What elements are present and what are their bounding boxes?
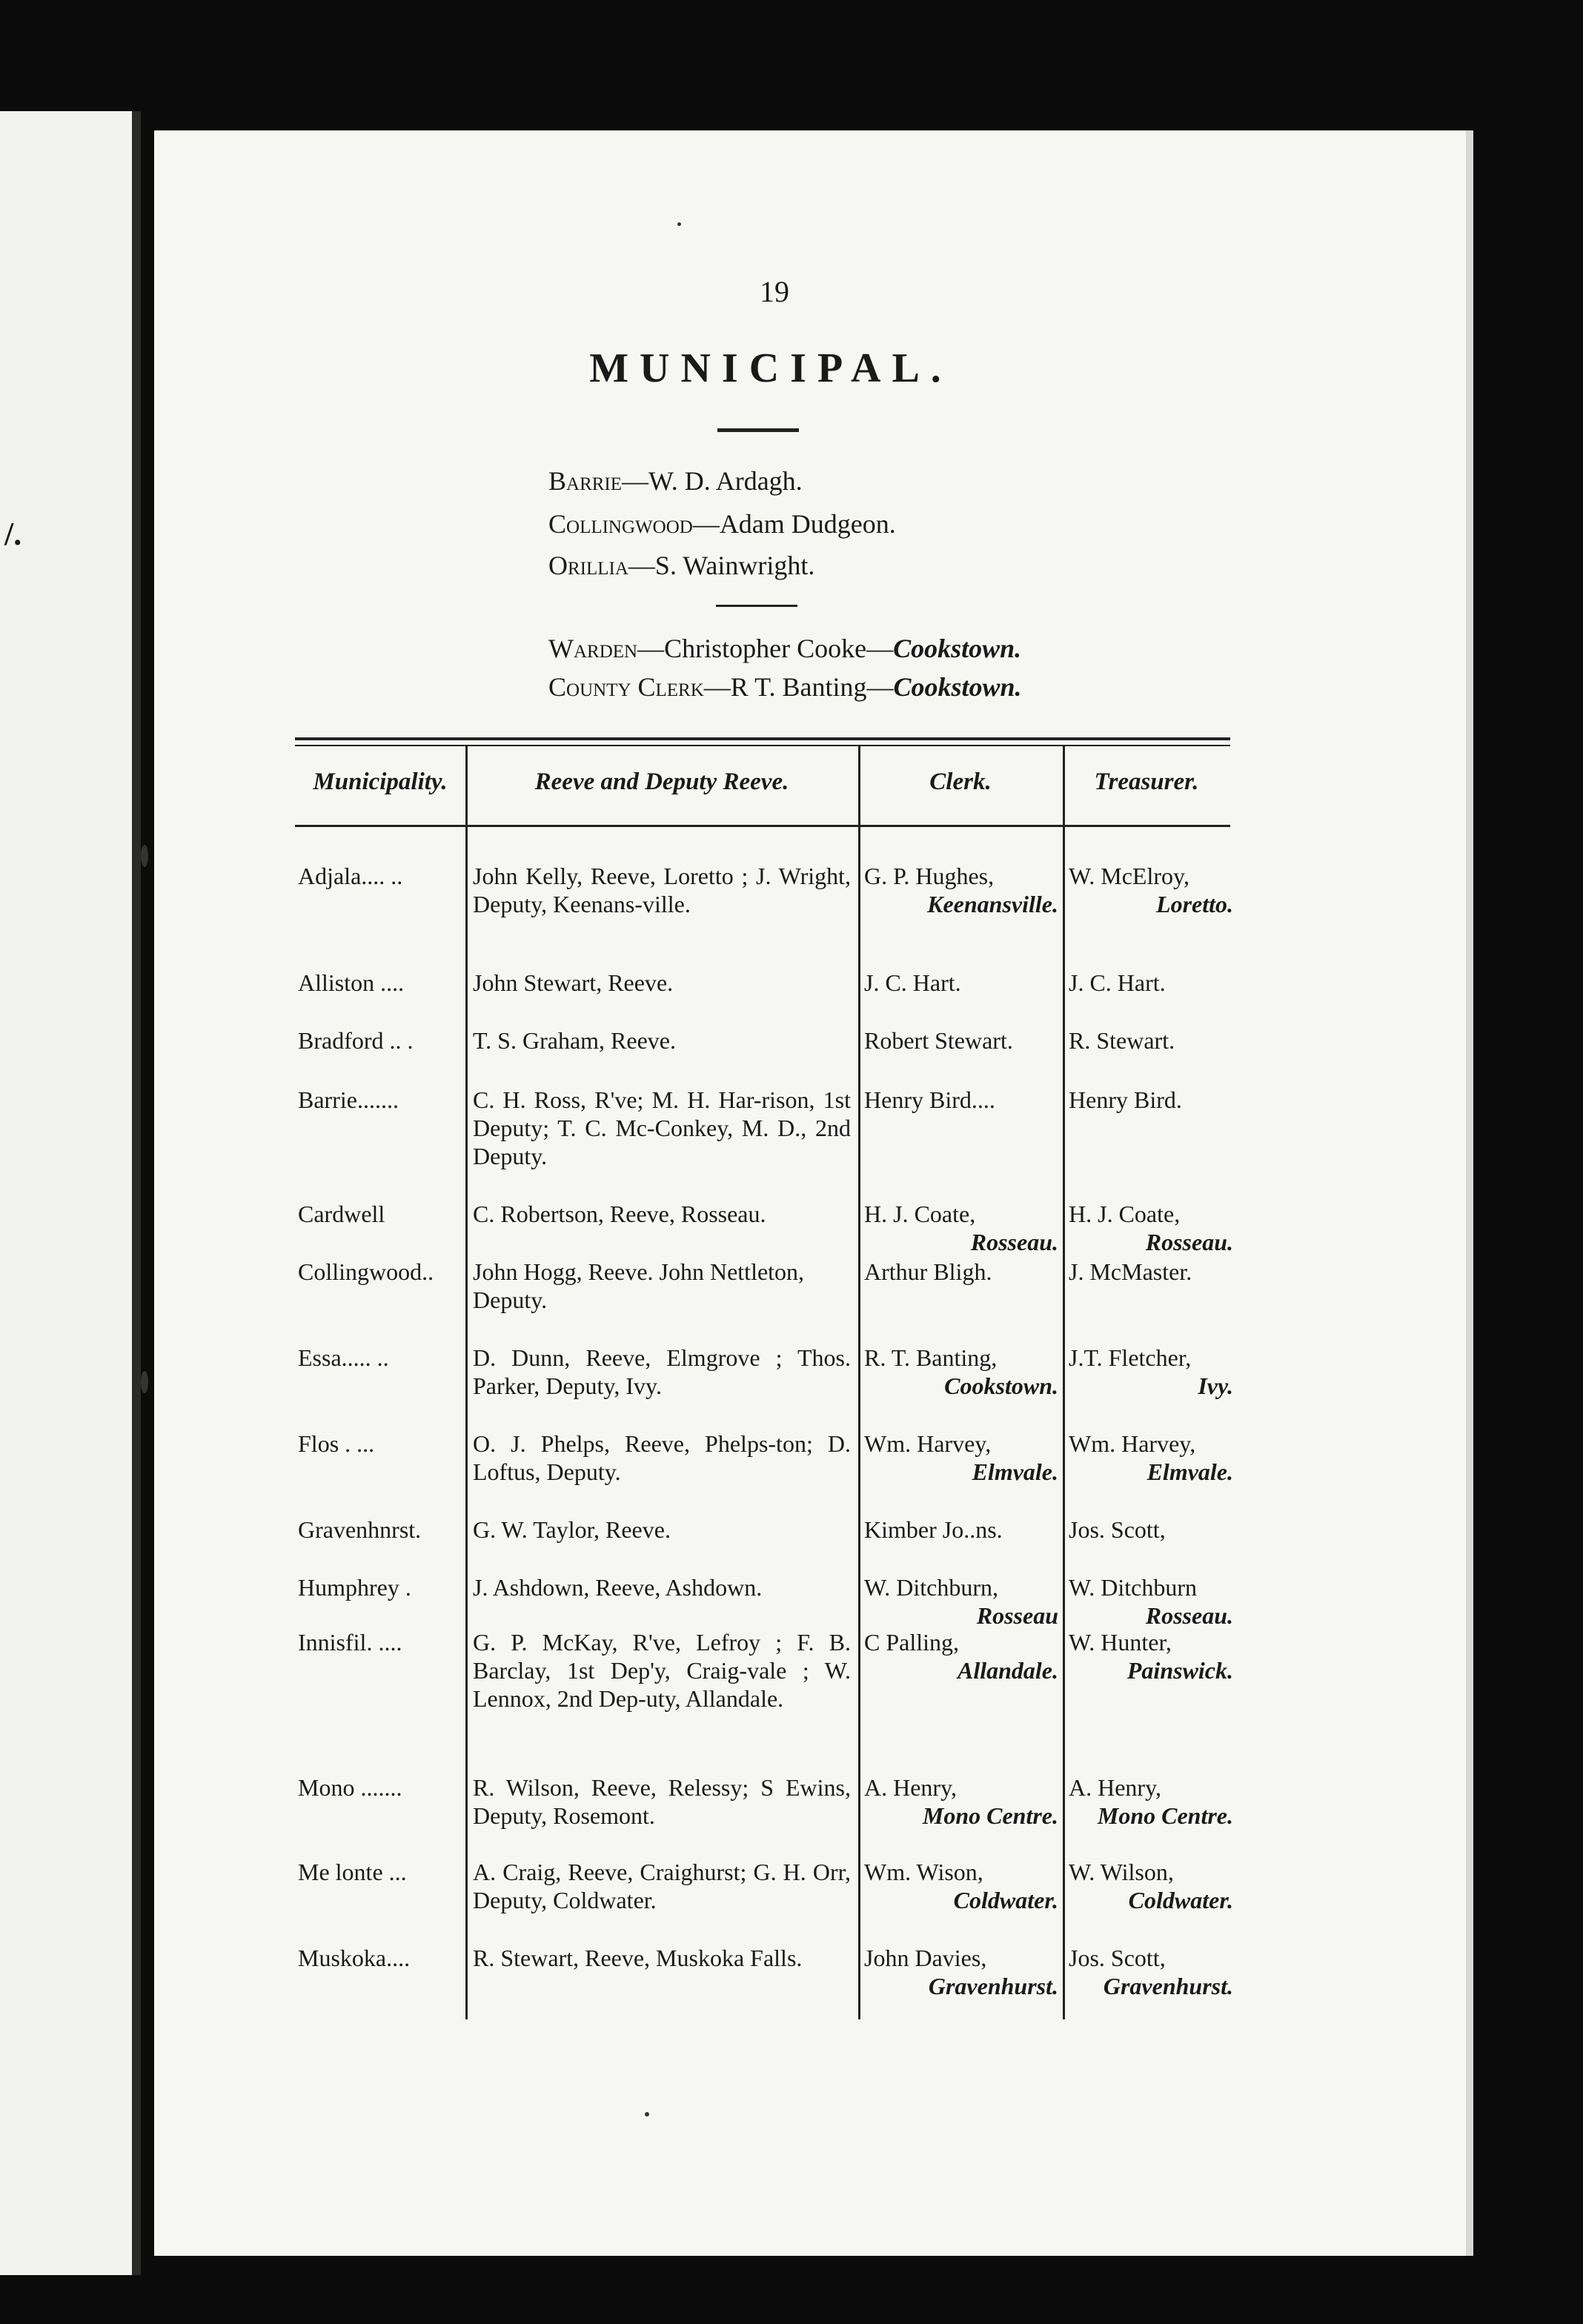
treasurer-name: W. Wilson, [1069,1859,1174,1885]
reeve-cell: G. P. McKay, R've, Lefroy ; F. B. Barclay, 1st Dep'y, Craig-vale ; W. Lennox, 2nd Dep-uty, Allandale. [473,1629,851,1712]
clerk-cell [864,862,1058,918]
county-place: Cookstown. [893,634,1022,663]
clerk-name: Robert Stewart. [864,1027,1013,1054]
clerk-place: Keenansville. [927,891,1058,917]
clerk-cell [864,1200,1058,1256]
clerk-name: Kimber Jo..ns. [864,1516,1003,1543]
clerk-name: Wm. Harvey, [864,1430,992,1457]
clerk-name: W. Ditchburn, [864,1574,999,1601]
official-name: —Adam Dudgeon. [692,509,896,539]
page-number: 19 [760,275,789,308]
official-name: —S. Wainwright. [628,551,815,580]
municipality-cell: Essa..... .. [298,1344,389,1371]
county-role: County Clerk [548,672,704,702]
warden-line [548,633,1021,664]
municipality-cell: Bradford .. . [298,1027,414,1054]
clerk-cell [864,1628,1058,1684]
municipal-table [295,737,1233,2027]
treasurer-cell [1069,1944,1233,2000]
official-role: Barrie [548,466,623,496]
clerk-place: Elmvale. [972,1458,1058,1485]
treasurer-name: Jos. Scott, [1069,1945,1166,1971]
treasurer-place: Loretto. [1156,891,1233,917]
municipality-cell: Innisfil. .... [298,1629,402,1656]
county-clerk-line [548,671,1022,703]
clerk-place: Cookstown. [944,1372,1058,1399]
clerk-name: Wm. Wison, [864,1859,983,1885]
clerk-cell [864,1773,1058,1830]
treasurer-name: J. C. Hart. [1069,969,1166,996]
reeve-cell: A. Craig, Reeve, Craighurst; G. H. Orr, Deputy, Coldwater. [473,1859,851,1913]
ink-speck [645,2112,649,2116]
treasurer-name: W. Hunter, [1069,1629,1172,1656]
reeve-cell: C. Robertson, Reeve, Rosseau. [473,1201,766,1227]
treasurer-cell [1069,862,1233,918]
municipality-cell: Me lonte ... [298,1859,407,1885]
municipality-cell: Muskoka.... [298,1945,411,1971]
county-name: —Christopher Cooke— [637,634,894,663]
treasurer-cell [1069,1344,1233,1400]
clerk-cell [864,1344,1058,1400]
treasurer-cell [1069,1086,1233,1114]
municipality-cell: Mono ....... [298,1774,402,1801]
column-divider [858,745,860,2019]
treasurer-place: Rosseau. [1145,1229,1233,1255]
clerk-place: Allandale. [957,1657,1058,1684]
county-role: Warden [548,634,638,663]
treasurer-name: W. Ditchburn [1069,1574,1198,1601]
treasurer-place: Elmvale. [1146,1458,1233,1485]
municipality-cell: Flos . ... [298,1430,375,1457]
reeve-cell: John Stewart, Reeve. [473,969,674,996]
municipality-cell: Humphrey . [298,1574,411,1601]
treasurer-cell [1069,1628,1233,1684]
treasurer-cell [1069,1258,1233,1286]
table-top-rule [295,737,1230,740]
treasurer-name: R. Stewart. [1069,1027,1175,1054]
header-reeve: Reeve and Deputy Reeve. [534,768,789,795]
reeve-cell: D. Dunn, Reeve, Elmgrove ; Thos. Parker, Deputy, Ivy. [473,1344,851,1399]
clerk-place: Gravenhurst. [928,1973,1058,1999]
clerk-name: G. P. Hughes, [864,863,995,889]
page-title: MUNICIPAL. [589,345,952,391]
treasurer-name: J.T. Fletcher, [1069,1344,1192,1371]
clerk-cell [864,1858,1058,1914]
header-clerk: Clerk. [929,768,992,795]
municipality-cell: Gravenhnrst. [298,1516,422,1543]
column-divider [465,745,468,2019]
margin-mark: /. [4,516,22,552]
treasurer-place: Gravenhurst. [1103,1973,1233,1999]
reeve-cell: O. J. Phelps, Reeve, Phelps-ton; D. Loftus, Deputy. [473,1430,851,1485]
treasurer-place: Coldwater. [1128,1887,1233,1913]
treasurer-cell [1069,1515,1233,1544]
official-role: Collingwood [548,509,693,539]
facing-page [0,111,141,2275]
municipality-cell: Adjala.... .. [298,863,403,889]
clerk-name: C Palling, [864,1629,960,1656]
section-rule [716,605,797,607]
ink-speck [677,222,681,226]
clerk-name: J. C. Hart. [864,969,961,996]
treasurer-name: H. J. Coate, [1069,1201,1181,1227]
official-orillia [548,550,814,581]
ink-speck [141,1371,148,1393]
reeve-cell: John Hogg, Reeve. John Nettleton, Deputy. [473,1258,805,1313]
reeve-cell: G. W. Taylor, Reeve. [473,1516,671,1543]
clerk-name: Henry Bird.... [864,1086,995,1113]
treasurer-name: J. McMaster. [1069,1258,1192,1285]
municipality-cell: Alliston .... [298,969,405,996]
clerk-place: Rosseau [976,1602,1058,1629]
table-top-rule-inner [295,745,1230,746]
clerk-name: John Davies, [864,1945,987,1971]
header-treasurer: Treasurer. [1094,768,1199,795]
treasurer-place: Ivy. [1198,1372,1233,1399]
reeve-cell: T. S. Graham, Reeve. [473,1027,676,1054]
clerk-cell [864,1573,1058,1630]
reeve-cell: C. H. Ross, R've; M. H. Har-rison, 1st Deputy; T. C. Mc-Conkey, M. D., 2nd Deputy. [473,1086,851,1169]
page-edge [1466,130,1473,2256]
clerk-cell [864,1944,1058,2000]
clerk-cell [864,1026,1058,1055]
treasurer-place: Mono Centre. [1097,1802,1233,1829]
treasurer-cell [1069,1200,1233,1256]
reeve-cell: R. Wilson, Reeve, Relessy; S Ewins, Deputy, Rosemont. [473,1774,851,1829]
municipality-cell: Cardwell [298,1201,385,1227]
county-place: Cookstown. [893,672,1022,702]
clerk-name: H. J. Coate, [864,1201,976,1227]
official-name: —W. D. Ardagh. [622,466,803,496]
treasurer-name: W. McElroy, [1069,863,1189,889]
reeve-cell: John Kelly, Reeve, Loretto ; J. Wright, Deputy, Keenans-ville. [473,863,851,917]
clerk-cell [864,969,1058,997]
ink-speck [141,845,148,867]
clerk-place: Rosseau. [970,1229,1058,1255]
official-collingwood [548,508,896,540]
column-divider [1063,745,1065,2019]
clerk-cell [864,1086,1058,1114]
treasurer-cell [1069,969,1233,997]
header-rule [295,825,1230,827]
clerk-place: Mono Centre. [922,1802,1058,1829]
treasurer-name: Henry Bird. [1069,1086,1182,1113]
clerk-cell [864,1515,1058,1544]
treasurer-name: Jos. Scott, [1069,1516,1166,1543]
official-barrie [548,465,803,497]
treasurer-cell [1069,1026,1233,1055]
treasurer-cell [1069,1573,1233,1630]
treasurer-cell [1069,1773,1233,1830]
treasurer-cell [1069,1430,1233,1486]
clerk-place: Coldwater. [953,1887,1058,1913]
county-name: —R T. Banting— [703,672,894,702]
reeve-cell: J. Ashdown, Reeve, Ashdown. [473,1574,763,1601]
official-role: Orillia [548,551,628,580]
title-rule [717,428,799,432]
treasurer-name: Wm. Harvey, [1069,1430,1196,1457]
treasurer-place: Rosseau. [1145,1602,1233,1629]
municipality-cell: Barrie....... [298,1086,399,1113]
clerk-cell [864,1258,1058,1286]
clerk-name: A. Henry, [864,1774,957,1801]
treasurer-name: A. Henry, [1069,1774,1161,1801]
clerk-cell [864,1430,1058,1486]
header-municipality: Municipality. [313,768,448,795]
clerk-name: R. T. Banting, [864,1344,998,1371]
binding-edge [132,111,141,2275]
reeve-cell: R. Stewart, Reeve, Muskoka Falls. [473,1945,803,1971]
treasurer-place: Painswick. [1126,1657,1233,1684]
clerk-name: Arthur Bligh. [864,1258,992,1285]
municipality-cell: Collingwood.. [298,1258,434,1285]
treasurer-cell [1069,1858,1233,1914]
